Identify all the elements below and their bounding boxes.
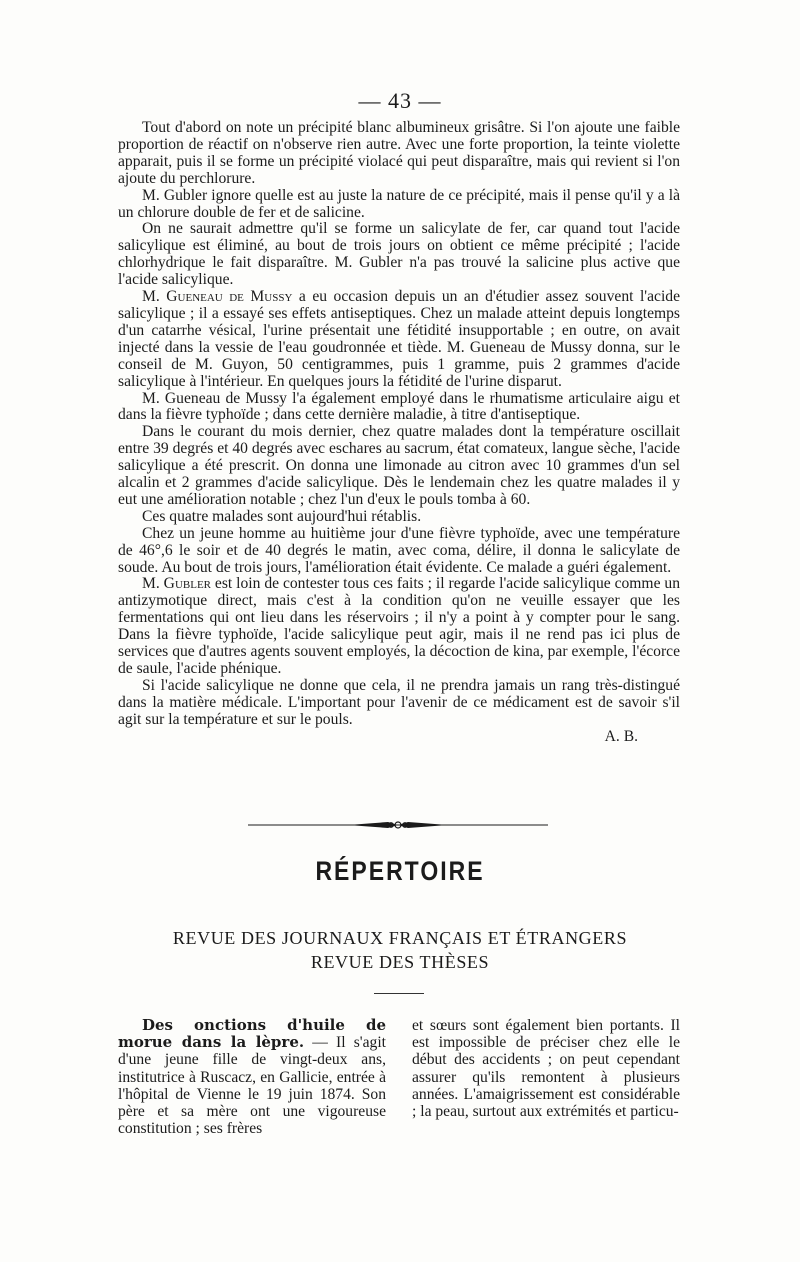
page-number: — 43 —: [358, 88, 442, 113]
signature: A. B.: [604, 727, 638, 745]
right-column: [412, 1017, 680, 1120]
paragraph: [118, 576, 680, 677]
left-column: [118, 1017, 386, 1137]
column-paragraph: [118, 1017, 386, 1137]
ornamental-rule: [248, 818, 548, 832]
speaker-name: M. Gubler: [142, 575, 211, 593]
paragraph: On ne saurait admettre qu'il se forme un salicylate de fer, car quand tout l'acide salicylique est éliminé, au bout de trois jours on obtient ce même précipité ; l'acide chlorhydrique le fait disparaître. M. Gubler n'a pas trouvé la salicine plus active que l'acide salicylique.: [118, 220, 680, 289]
paragraph: M. Gueneau de Mussy l'a également employé dans le rhumatisme articulaire aigu et dans la fièvre typhoïde ; dans cette dernière maladie, à titre d'antiseptique.: [118, 389, 680, 424]
paragraph: Dans le courant du mois dernier, chez quatre malades dont la température oscillait entre 39 degrés et 40 degrés avec eschares au sacrum, état comateux, langue sèche, l'acide salicylique a été prescrit. On donna une limonade au citron avec 10 grammes d'un sel alcalin et 2 grammes d'acide salicylique. Dès le lendemain chez les quatre malades il y eut une amélioration notable ; chez l'un d'eux le pouls tomba à 60.: [118, 423, 680, 508]
paragraph: [118, 289, 680, 390]
entry-text: — Il s'agit d'une jeune fille de vingt-deux ans, institutrice à Ruscacz, en Gallicie, entrée à l'hôpital de Vienne le 19 juin 1874. Son père et sa mère ont une vigoureuse constitution ; ses frères: [118, 1034, 386, 1138]
paragraph-text: est loin de contester tous ces faits ; il regarde l'acide salicylique comme un antizymotique direct, mais c'est à la condition qu'on ne veuille essayer que les fermentations qui ont lieu dans les réservoirs ; il n'y a point à y compter pour le sang. Dans la fièvre typhoïde, l'acide salicylique peut agir, mais il ne rend pas ici plus de services que d'autres agents souvent employés, la décoction de kina, par exemple, l'écorce de saule, l'acide phénique.: [118, 575, 680, 677]
section-title: RÉPERTOIRE: [315, 855, 485, 886]
entry-title: Des onctions d'huile de morue dans la lèpre.: [118, 1016, 386, 1052]
column-paragraph: et sœurs sont également bien portants. Il est impossible de préciser chez elle le début des accidents ; on peut cependant assurer qu'ils remontent à plusieurs années. L'amaigrissement est considérable ; la peau, surtout aux extrémités et particu-: [412, 1017, 680, 1121]
divider: [374, 993, 424, 994]
speaker-name: M. Gueneau de Mussy: [142, 288, 293, 306]
paragraph: M. Gubler ignore quelle est au juste la nature de ce précipité, mais il pense qu'il y a là un chlorure double de fer et de salicine.: [118, 186, 680, 221]
paragraph: Chez un jeune homme au huitième jour d'une fièvre typhoïde, avec une température de 46°,6 le soir et de 40 degrés le matin, avec coma, délire, il donna le salicylate de soude. Au bout de trois jours, l'amélioration était évidente. Ce malade a guéri également.: [118, 524, 680, 576]
article-body: [118, 120, 680, 746]
paragraph: Tout d'abord on note un précipité blanc albumineux grisâtre. Si l'on ajoute une faible proportion de réactif on n'observe rien autre. Avec une forte proportion, la teinte violette apparait, puis il se forme un précipité violacé qui peut disparaître, mais qui revient si l'on ajoute du perchlorure.: [118, 119, 680, 187]
section-subtitle: REVUE DES JOURNAUX FRANÇAIS ET ÉTRANGERS: [172, 928, 628, 948]
paragraph: Si l'acide salicylique ne donne que cela, il ne prendra jamais un rang très-distingué dans la matière médicale. L'important pour l'avenir de ce médicament est de savoir s'il agit sur la température et sur le pouls.: [118, 676, 680, 728]
section-subtitle: REVUE DES THÈSES: [310, 952, 490, 972]
paragraph: Ces quatre malades sont aujourd'hui rétablis.: [142, 507, 422, 525]
paragraph-text: a eu occasion depuis un an d'étudier assez souvent l'acide salicylique ; il a essayé ses effets antiseptiques. Chez un malade atteint depuis longtemps d'un catarrhe vésical, l'urine présentait une fétidité insupportable ; en outre, on avait injecté dans la vessie de l'eau goudronnée et tiède. M. Gueneau de Mussy donna, sur le conseil de M. Guyon, 50 centigrammes, puis 1 gramme, puis 2 grammes d'acide salicylique à l'intérieur. En quelques jours la fétidité de l'urine disparut.: [118, 288, 680, 390]
